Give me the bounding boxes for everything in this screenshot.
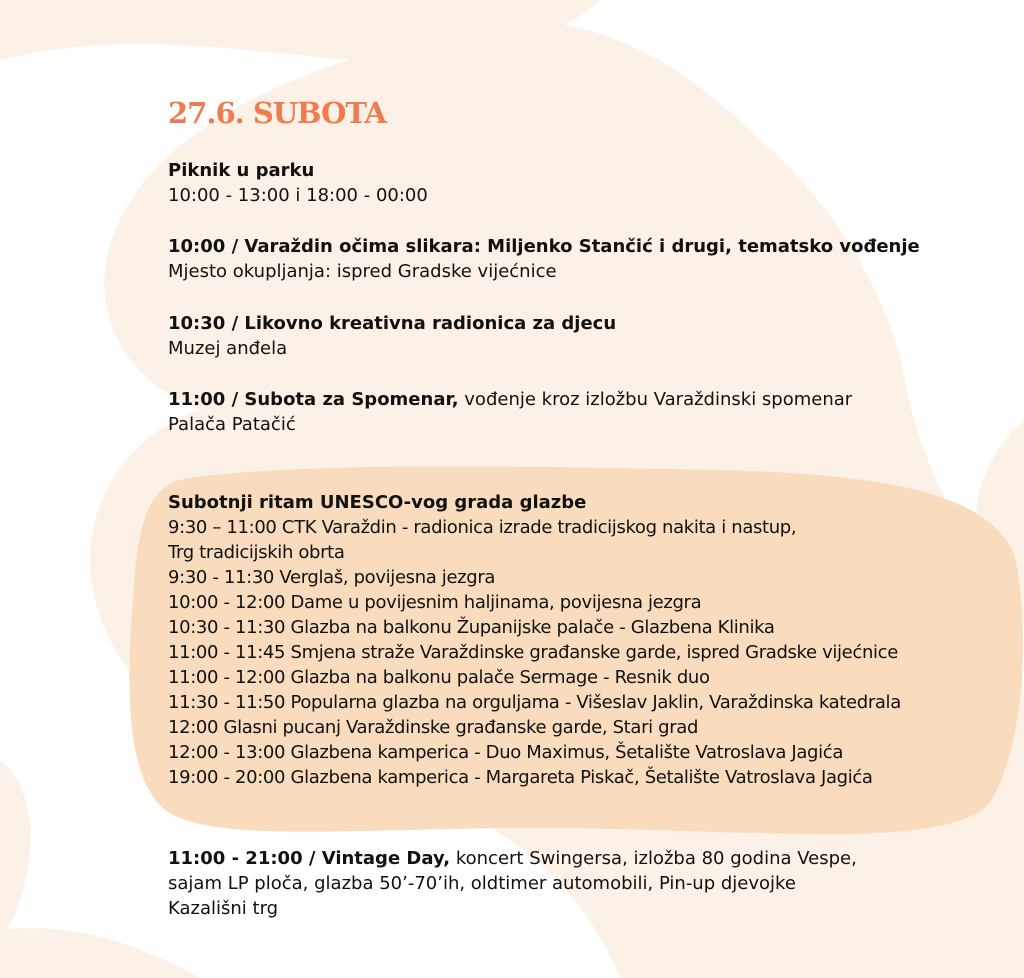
event-detail: sajam LP ploča, glazba 50’-70’ih, oldtimer automobili, Pin-up djevojke xyxy=(168,873,796,894)
event-title: 11:00 - 21:00 / Vintage Day, xyxy=(168,848,451,869)
event-vintage-day xyxy=(168,846,857,921)
schedule-item: 9:30 – 11:00 CTK Varaždin - radionica izrade tradicijskog nakita i nastup, xyxy=(168,517,797,538)
event-detail: Muzej anđela xyxy=(168,338,288,359)
event-title: 10:30 / Likovno kreativna radionica za djecu xyxy=(168,313,617,334)
event-picnic xyxy=(168,158,428,208)
schedule-title: Subotnji ritam UNESCO-vog grada glazbe xyxy=(168,492,587,513)
event-music-schedule xyxy=(168,490,901,790)
event-title: 11:00 / Subota za Spomenar, xyxy=(168,389,459,410)
schedule-item: 11:30 - 11:50 Popularna glazba na orguljama - Višeslav Jaklin, Varaždinska katedrala xyxy=(168,692,901,713)
schedule-item: 12:00 Glasni pucanj Varaždinske građanske garde, Stari grad xyxy=(168,717,699,738)
event-guided-tour xyxy=(168,234,920,284)
schedule-item: 10:30 - 11:30 Glazba na balkonu Županijske palače - Glazbena Klinika xyxy=(168,617,775,638)
schedule-list xyxy=(168,515,901,790)
schedule-item: 11:00 - 11:45 Smjena straže Varaždinske građanske garde, ispred Gradske vijećnice xyxy=(168,642,898,663)
day-heading: 27.6. SUBOTA xyxy=(168,96,386,130)
schedule-item: 12:00 - 13:00 Glazbena kamperica - Duo Maximus, Šetalište Vatroslava Jagića xyxy=(168,742,844,763)
schedule-item: 11:00 - 12:00 Glazba na balkonu palače Sermage - Resnik duo xyxy=(168,667,710,688)
schedule-item: Trg tradicijskih obrta xyxy=(168,542,345,563)
event-title: 10:00 / Varaždin očima slikara: Miljenko Stančić i drugi, tematsko vođenje xyxy=(168,236,920,257)
event-spomenar xyxy=(168,387,852,437)
schedule-item: 19:00 - 20:00 Glazbena kamperica - Margareta Piskač, Šetalište Vatroslava Jagića xyxy=(168,767,873,788)
background-blob-left xyxy=(0,760,30,940)
event-art-workshop xyxy=(168,311,616,361)
event-description: vođenje kroz izložbu Varaždinski spomenar xyxy=(458,389,853,410)
event-description: koncert Swingersa, izložba 80 godina Vespe, xyxy=(450,848,857,869)
event-title: Piknik u parku xyxy=(168,160,315,181)
background-blob-bottom xyxy=(0,928,200,978)
event-detail: Palača Patačić xyxy=(168,414,296,435)
schedule-item: 10:00 - 12:00 Dame u povijesnim haljinama, povijesna jezgra xyxy=(168,592,702,613)
event-detail: 10:00 - 13:00 i 18:00 - 00:00 xyxy=(168,185,428,206)
schedule-item: 9:30 - 11:30 Verglaš, povijesna jezgra xyxy=(168,567,496,588)
event-location: Kazališni trg xyxy=(168,898,279,919)
event-detail: Mjesto okupljanja: ispred Gradske vijećnice xyxy=(168,261,557,282)
